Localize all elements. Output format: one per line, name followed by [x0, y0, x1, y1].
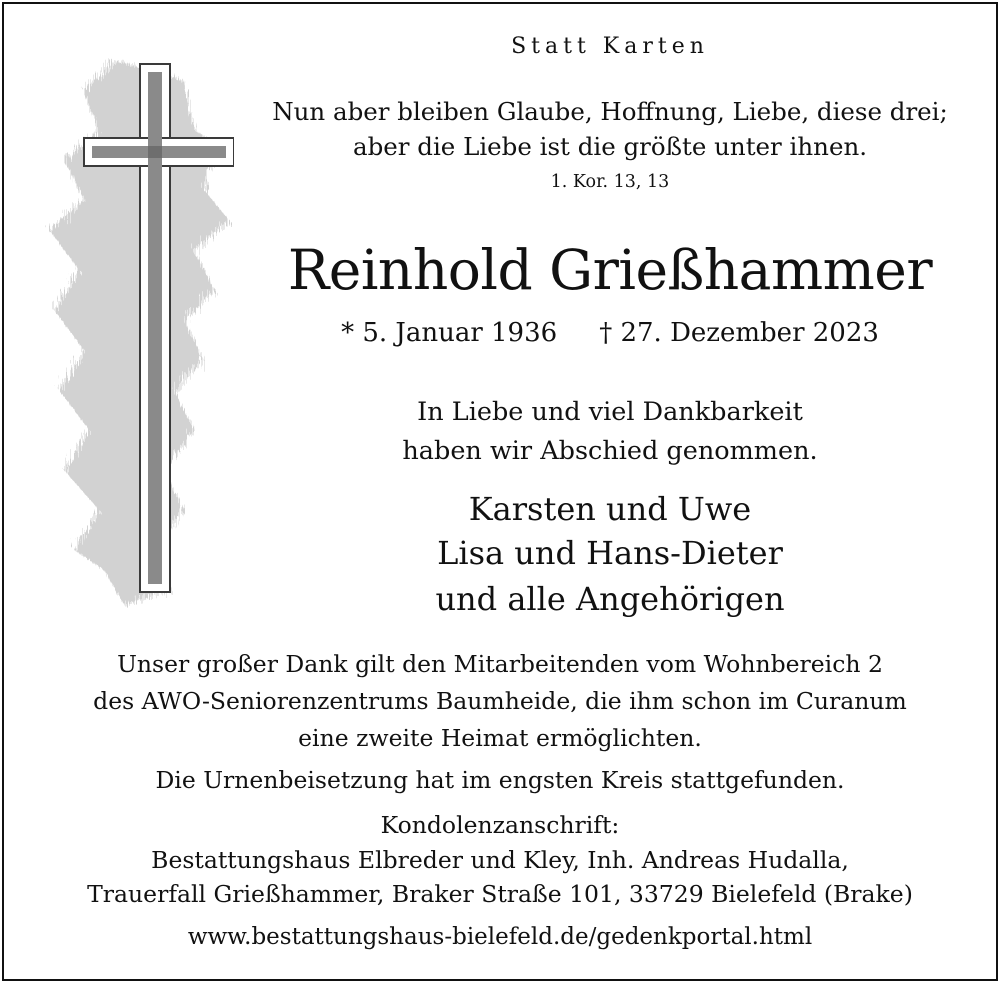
verse-line-2: aber die Liebe ist die größte unter ihnen.: [352, 132, 868, 161]
condolence-address-line-2: Trauerfall Grießhammer, Braker Straße 101, 33729 Bielefeld (Brake): [87, 880, 913, 908]
life-dates: [230, 318, 990, 348]
family-line-2: Lisa und Hans-Dieter: [437, 534, 783, 572]
thanks-line-2: des AWO-Seniorenzentrums Baumheide, die ihm schon im Curanum: [93, 687, 907, 715]
deceased-name: Reinhold Grießhammer: [287, 238, 933, 302]
header-statt-karten: Statt Karten: [511, 34, 709, 59]
family-line-3: und alle Angehörigen: [435, 580, 785, 618]
birth-date: * 5. Januar 1936: [341, 318, 558, 348]
message-line-2: haben wir Abschied genommen.: [402, 436, 818, 466]
verse-line-1: Nun aber bleiben Glaube, Hoffnung, Liebe, diese drei;: [272, 97, 948, 126]
condolence-address-line-1: Bestattungshaus Elbreder und Kley, Inh. Andreas Hudalla,: [151, 846, 849, 874]
thanks-line-1: Unser großer Dank gilt den Mitarbeitenden vom Wohnbereich 2: [117, 650, 883, 678]
family-line-1: Karsten und Uwe: [468, 490, 752, 528]
verse-reference: 1. Kor. 13, 13: [550, 172, 670, 192]
condolence-label: Kondolenzanschrift:: [380, 811, 620, 839]
burial-note: Die Urnenbeisetzung hat im engsten Kreis stattgefunden.: [155, 766, 845, 794]
memorial-website: www.bestattungshaus-bielefeld.de/gedenkportal.html: [187, 924, 813, 950]
death-date: † 27. Dezember 2023: [599, 318, 879, 348]
thanks-line-3: eine zweite Heimat ermöglichten.: [298, 724, 702, 752]
message-line-1: In Liebe und viel Dankbarkeit: [417, 397, 803, 427]
cross-icon: [44, 50, 234, 610]
